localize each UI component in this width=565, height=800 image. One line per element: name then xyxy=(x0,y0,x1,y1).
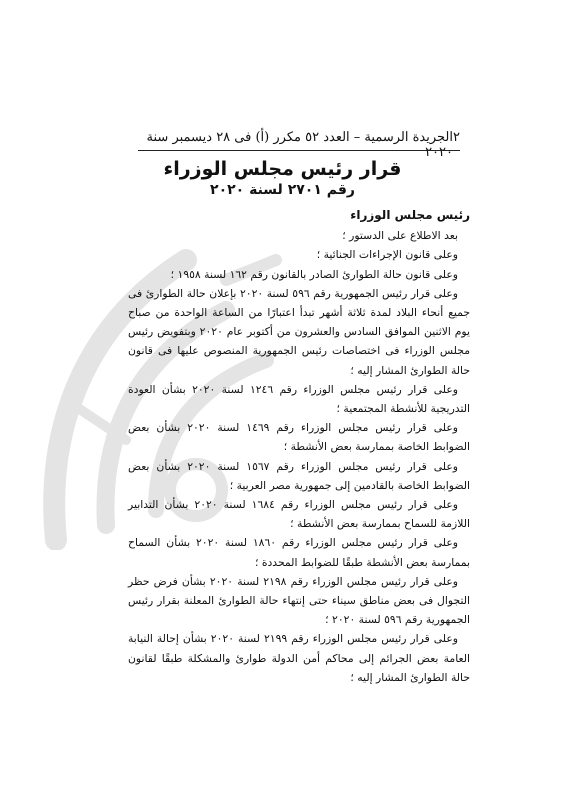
preamble-paragraph: وعلى قانون الإجراءات الجنائية ؛ xyxy=(316,248,458,262)
preamble-paragraph: وعلى قانون حالة الطوارئ الصادر بالقانون رقم ١٦٢ لسنة ١٩٥٨ ؛ xyxy=(170,267,458,281)
preamble-paragraph: بعد الاطلاع على الدستور ؛ xyxy=(342,229,458,243)
preamble-paragraph: وعلى قرار رئيس مجلس الوزراء رقم ٢١٩٩ لسنة ٢٠٢٠ بشأن إحالة النيابة العامة بعض الجرائم إلى محاكم أمن الدولة طوارئ والمشكلة طبقًا لقانون حالة الطوارئ المشار إليه ؛ xyxy=(128,632,470,684)
preamble-paragraph: وعلى قرار رئيس مجلس الوزراء رقم ٢١٩٨ لسنة ٢٠٢٠ بشأن فرض حظر التجوال فى بعض مناطق سيناء حتى إنتهاء حالة الطوارئ المعلنة بقرار رئيس الجمهورية رقم ٥٩٦ لسنة ٢٠٢٠ ؛ xyxy=(128,574,470,627)
decree-title: قرار رئيس مجلس الوزراء xyxy=(163,158,402,180)
preamble-paragraph: وعلى قرار رئيس مجلس الوزراء رقم ١٦٨٤ لسنة ٢٠٢٠ بشأن التدابير اللازمة للسماح بممارسة بعض الأنشطة ؛ xyxy=(128,498,470,531)
decree-number: رقم ٢٧٠١ لسنة ٢٠٢٠ xyxy=(210,182,355,198)
preamble-paragraph: وعلى قرار رئيس مجلس الوزراء رقم ١٨٦٠ لسنة ٢٠٢٠ بشأن السماح بممارسة بعض الأنشطة طبقًا للضوابط المحددة ؛ xyxy=(128,536,470,569)
preamble-paragraph: وعلى قرار رئيس مجلس الوزراء رقم ١٤٦٩ لسنة ٢٠٢٠ بشأن بعض الضوابط الخاصة بممارسة بعض الأنشطة ؛ xyxy=(128,421,470,454)
preamble-paragraph: وعلى قرار رئيس مجلس الوزراء رقم ١٥٦٧ لسنة ٢٠٢٠ بشأن بعض الضوابط الخاصة بالقادمين إلى جمهورية مصر العربية ؛ xyxy=(128,459,470,492)
gazette-issue-line: الجريدة الرسمية – العدد ٥٢ مكرر (أ) فى ٢٨ ديسمبر سنة ٢٠٢٠ xyxy=(146,130,454,160)
decree-body xyxy=(128,206,470,687)
page-header xyxy=(138,130,460,160)
preamble-paragraph: وعلى قرار رئيس الجمهورية رقم ٥٩٦ لسنة ٢٠٢٠ بإعلان حالة الطوارئ فى جميع أنحاء البلاد لمدة ثلاثة أشهر تبدأ اعتبارًا من الساعة الواحدة من صباح يوم الاثنين الموافق السادس والعشرون من أكتوبر عام ٢٠٢٠ وبتفويض رئيس مجلس الوزراء فى اختصاصات رئيس الجمهورية المنصوص عليها فى قانون حالة الطوارئ المشار إليه ؛ xyxy=(128,286,470,377)
decree-issuer: رئيس مجلس الوزراء xyxy=(350,208,470,222)
header-divider xyxy=(138,150,460,151)
page-number: ٢ xyxy=(453,130,460,145)
preamble-paragraph: وعلى قرار رئيس مجلس الوزراء رقم ١٢٤٦ لسنة ٢٠٢٠ بشأن العودة التدريجية للأنشطة المجتمعية ؛ xyxy=(128,382,470,416)
